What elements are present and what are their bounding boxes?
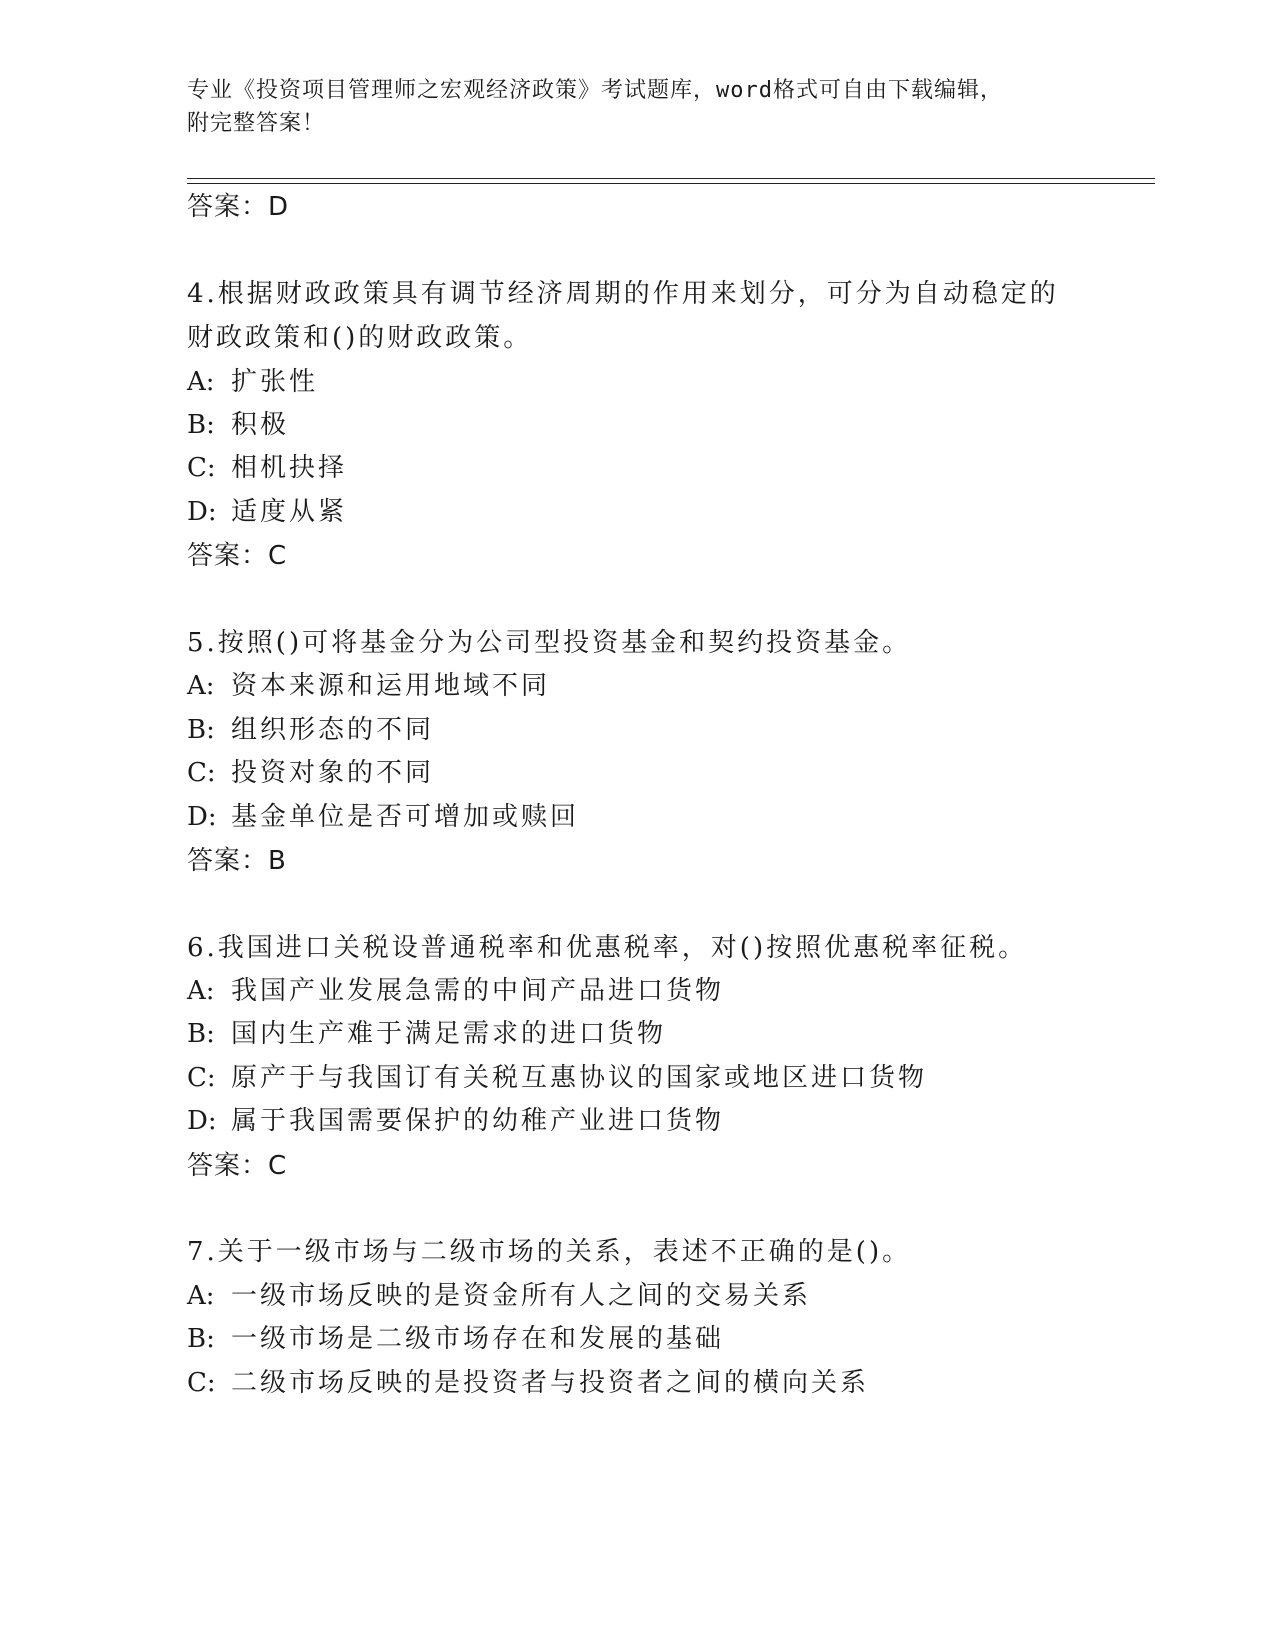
option-text: 我国产业发展急需的中间产品进口货物 xyxy=(231,976,725,1006)
question-4-stem-line-2: 财政政策和()的财政政策。 xyxy=(187,323,533,353)
question-7-option-a xyxy=(187,1275,811,1312)
question-5-option-b xyxy=(187,709,434,746)
question-5-option-a xyxy=(187,665,550,702)
question-7-stem-line-1: 7.关于一级市场与二级市场的关系，表述不正确的是()。 xyxy=(187,1237,912,1267)
option-text: 基金单位是否可增加或赎回 xyxy=(231,802,580,832)
question-4-option-d xyxy=(187,491,347,528)
question-5-answer: 答案：B xyxy=(187,846,287,876)
question-7-option-b xyxy=(187,1318,724,1355)
question-6-option-d xyxy=(187,1100,724,1137)
option-letter: D: xyxy=(187,1106,217,1136)
question-4-stem-line-1: 4.根据财政政策具有调节经济周期的作用来划分，可分为自动稳定的 xyxy=(187,279,1059,309)
option-text: 属于我国需要保护的幼稚产业进口货物 xyxy=(231,1106,725,1136)
option-letter: C: xyxy=(187,758,216,788)
question-6-option-a xyxy=(187,970,724,1007)
option-letter: A: xyxy=(187,367,215,397)
option-letter: D: xyxy=(187,802,217,832)
question-6-option-c xyxy=(187,1057,927,1094)
option-letter: B: xyxy=(187,1019,215,1049)
option-letter: A: xyxy=(187,671,215,701)
question-6-answer: 答案：C xyxy=(187,1151,288,1181)
header-note-line-1: 专业《投资项目管理师之宏观经济政策》考试题库，word格式可自由下载编辑， xyxy=(187,78,1003,103)
option-letter: C: xyxy=(187,453,216,483)
option-text: 投资对象的不同 xyxy=(231,758,435,788)
option-text: 二级市场反映的是投资者与投资者之间的横向关系 xyxy=(231,1368,870,1398)
option-text: 原产于与我国订有关税互惠协议的国家或地区进口货物 xyxy=(231,1063,928,1093)
option-letter: D: xyxy=(187,497,217,527)
option-text: 相机抉择 xyxy=(231,453,348,483)
option-text: 资本来源和运用地域不同 xyxy=(231,671,551,701)
option-letter: C: xyxy=(187,1368,216,1398)
option-letter: B: xyxy=(187,1324,215,1354)
option-text: 一级市场是二级市场存在和发展的基础 xyxy=(231,1324,725,1354)
option-text: 适度从紧 xyxy=(231,497,348,527)
option-letter: C: xyxy=(187,1063,216,1093)
question-4-option-b xyxy=(187,404,289,441)
option-text: 积极 xyxy=(231,410,290,440)
header-rule-top xyxy=(187,178,1155,179)
option-letter: A: xyxy=(187,1281,215,1311)
header-rule-bottom xyxy=(187,183,1155,184)
question-4-option-c xyxy=(187,447,347,484)
question-6-option-b xyxy=(187,1013,666,1050)
option-letter: A: xyxy=(187,976,215,1006)
option-text: 组织形态的不同 xyxy=(231,715,435,745)
question-4-answer: 答案：C xyxy=(187,541,288,571)
option-text: 一级市场反映的是资金所有人之间的交易关系 xyxy=(231,1281,812,1311)
option-letter: B: xyxy=(187,715,215,745)
question-5-stem-line-1: 5.按照()可将基金分为公司型投资基金和契约投资基金。 xyxy=(187,628,912,658)
question-7-option-c xyxy=(187,1362,869,1399)
question-4-option-a xyxy=(187,361,318,398)
question-5-option-d xyxy=(187,796,579,833)
option-text: 扩张性 xyxy=(231,367,319,397)
question-6-stem-line-1: 6.我国进口关税设普通税率和优惠税率，对()按照优惠税率征税。 xyxy=(187,933,1028,963)
header-note-line-2: 附完整答案！ xyxy=(187,111,326,136)
answer-previous: 答案：D xyxy=(187,192,290,222)
option-letter: B: xyxy=(187,410,215,440)
option-text: 国内生产难于满足需求的进口货物 xyxy=(231,1019,667,1049)
question-5-option-c xyxy=(187,752,434,789)
header-note xyxy=(187,74,1067,140)
